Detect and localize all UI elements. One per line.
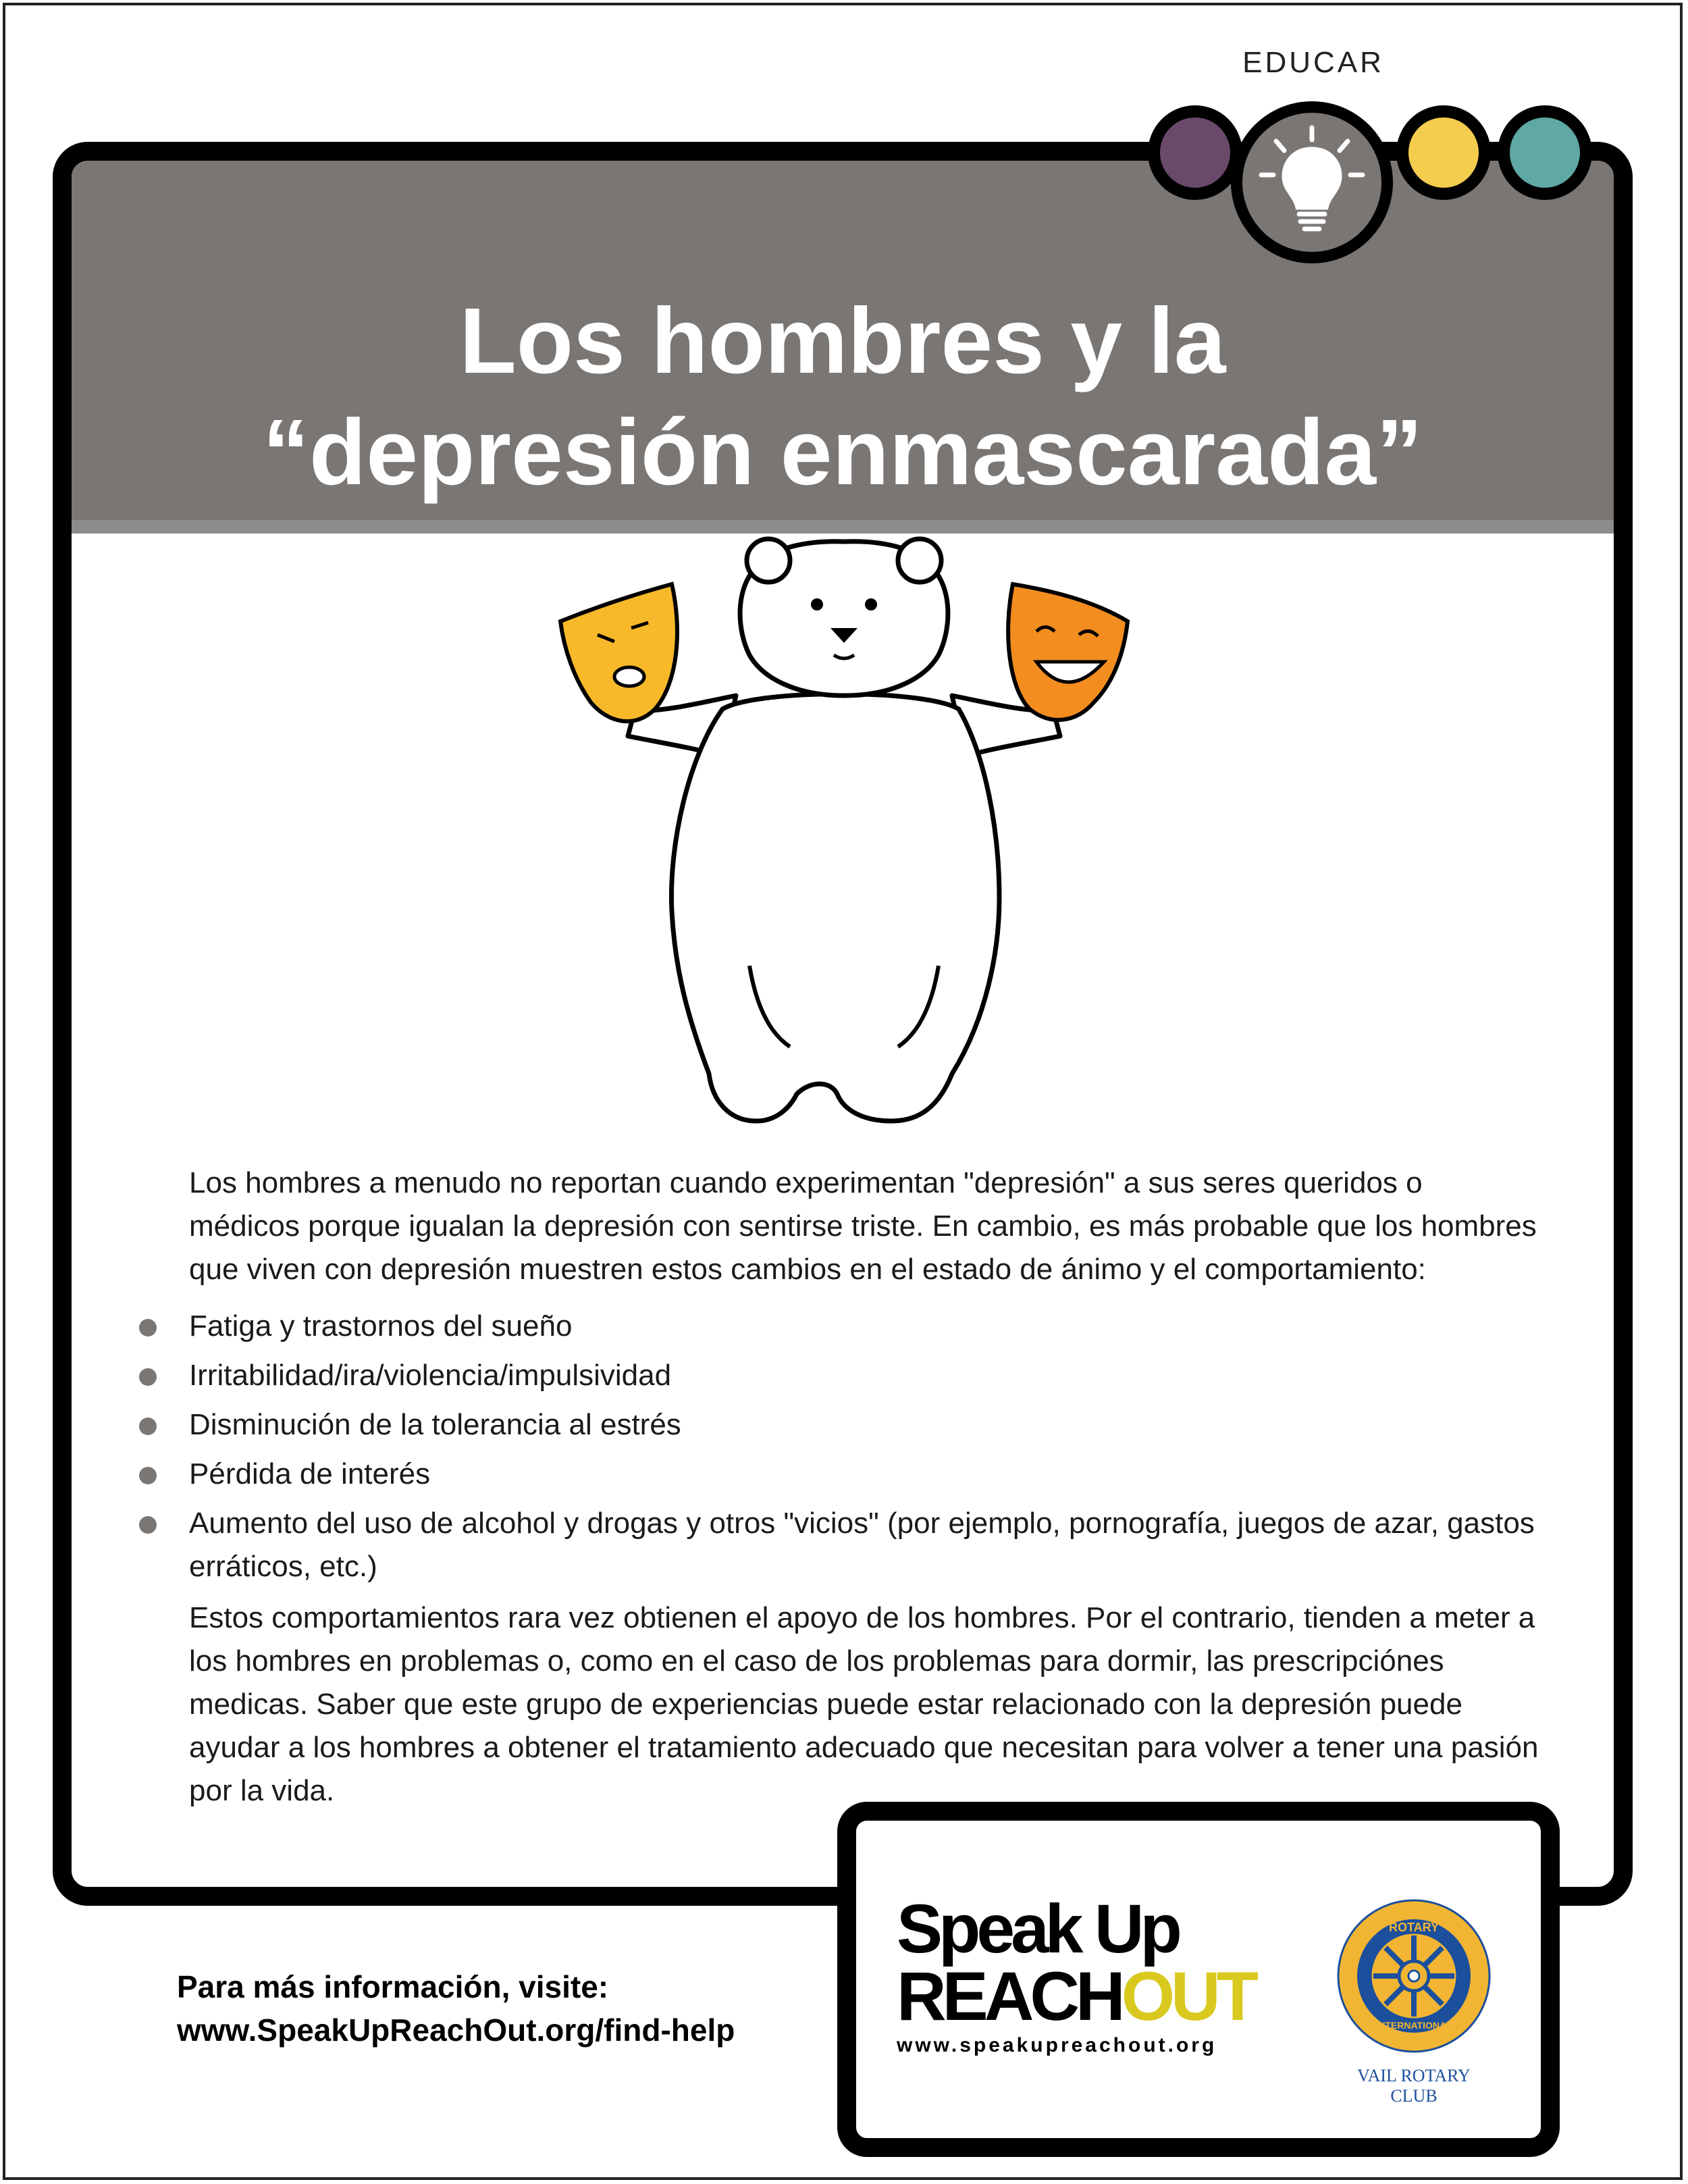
closing-paragraph: Estos comportamientos rara vez obtienen el apoyo de los hombres. Por el contrario, tienden a meter a los hombres en problemas o, como en el caso de los problemas para dormir, las prescripciónes medicas. Saber que este grupo de experiencias puede estar relacionado con la depresión puede ayudar a los hombres a obtener el tratamiento adecuado que necesitan para volver a tener una pasión por la vida. (189, 1601, 1539, 1807)
page-title (72, 286, 1614, 509)
footer-url-link[interactable]: www.SpeakUpReachOut.org/find-help (177, 2012, 735, 2048)
intro-paragraph: Los hombres a menudo no reportan cuando experimentan "depresión" a sus seres queridos o médicos porque igualan la depresión con sentirse triste. En cambio, es más probable que los hombres que viven con depresión muestren estos cambios en el estado de ánimo y el comportamiento: (189, 1166, 1537, 1286)
list-item: Fatiga y trastornos del sueño (189, 1305, 1539, 1348)
logo-box (837, 1802, 1560, 2157)
sad-mask (560, 584, 677, 721)
speakup-logo (897, 1890, 1275, 2057)
list-item: Disminución de la tolerancia al estrés (189, 1403, 1539, 1447)
footer-info-line1: Para más información, visite: (177, 1969, 609, 2004)
header-stripe (72, 520, 1614, 534)
list-item: Irritabilidad/ira/violencia/impulsividad (189, 1354, 1539, 1397)
teal-dot (1498, 105, 1592, 200)
speakup-line2 (897, 1958, 1275, 2035)
list-item: Aumento del uso de alcohol y drogas y otros "vicios" (por ejemplo, pornografía, juegos de azar, gastos erráticos, etc.) (189, 1502, 1539, 1588)
rotary-logo (1333, 1895, 1495, 2106)
title-line-2: “depresión enmascarada” (262, 400, 1423, 504)
happy-mask (1008, 584, 1128, 720)
rotary-bottom-text: INTERNATIONAL (1375, 2020, 1452, 2031)
yellow-dot (1396, 105, 1491, 200)
educar-badge: EDUCAR (1242, 46, 1384, 79)
polar-bear-illustration (554, 534, 1134, 1162)
speakup-out: OUT (1121, 1958, 1255, 2035)
rotary-wheel-icon (1333, 1895, 1495, 2057)
rotary-club-name: VAIL ROTARY CLUB (1357, 2066, 1471, 2106)
body-text (189, 1162, 1539, 1813)
footer-info (177, 1965, 735, 2052)
lightbulb-icon (1242, 113, 1381, 252)
symptom-list (189, 1305, 1539, 1588)
speakup-line1: Speak Up (897, 1890, 1178, 1967)
purple-dot (1148, 105, 1242, 200)
list-item: Pérdida de interés (189, 1453, 1539, 1496)
speakup-url: www.speakupreachout.org (897, 2034, 1217, 2056)
title-line-1: Los hombres y la (459, 289, 1226, 393)
rotary-top-text: ROTARY (1389, 1921, 1439, 1934)
speakup-reach: REACH (897, 1958, 1122, 2035)
